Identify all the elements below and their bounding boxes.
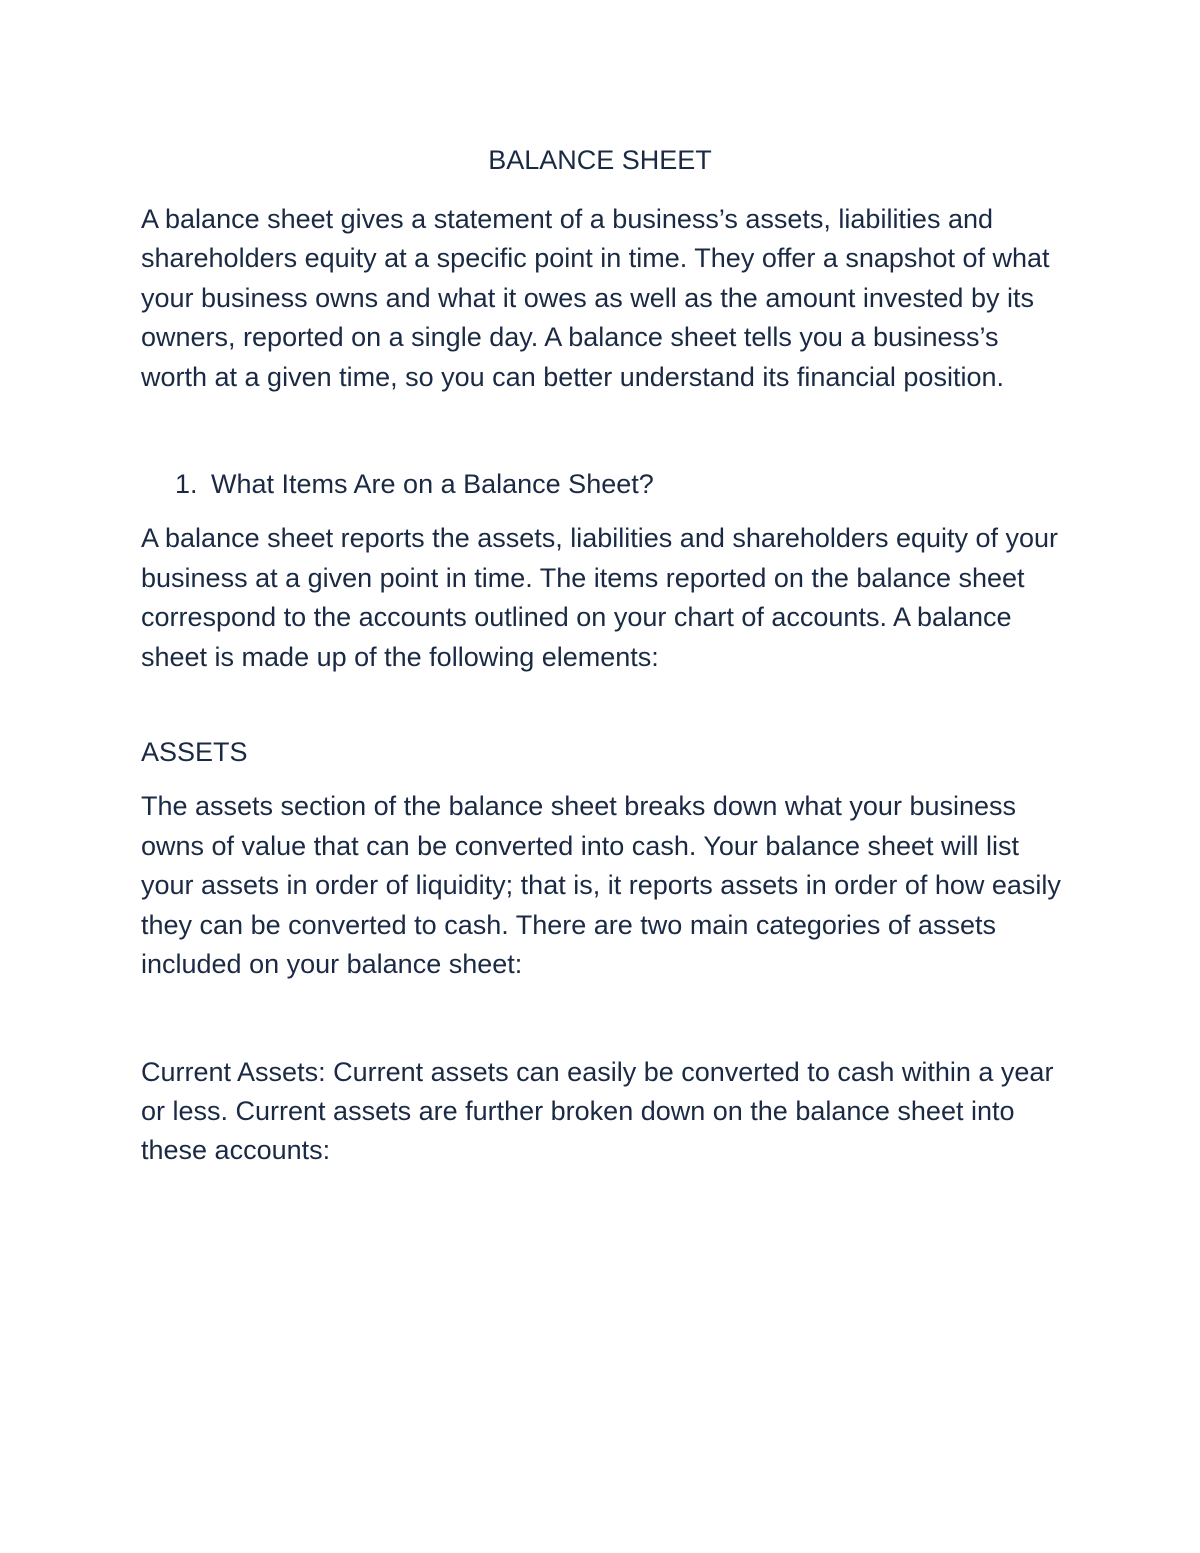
section-1-heading-text: What Items Are on a Balance Sheet? bbox=[211, 469, 654, 500]
spacer bbox=[141, 504, 1061, 519]
current-assets-paragraph: Current Assets: Current assets can easily be converted to cash within a year or less. Current assets are further broken down on the balance sheet into these accounts: bbox=[141, 1056, 1054, 1166]
spacer bbox=[141, 985, 1061, 1053]
spacer bbox=[141, 677, 1061, 733]
assets-heading: ASSETS bbox=[141, 737, 248, 768]
section-1-number: 1. bbox=[175, 469, 198, 500]
section-1-heading bbox=[141, 465, 1061, 504]
spacer bbox=[141, 397, 1061, 465]
assets-paragraph: The assets section of the balance sheet breaks down what your business owns of value that can be converted into cash. Your balance sheet will list your assets in order of liquidity; that is, it reports assets in order of how easily they can be converted to cash. There are two main categories of assets included on your balance sheet: bbox=[141, 791, 1061, 980]
document-title: BALANCE SHEET bbox=[488, 145, 712, 175]
intro-paragraph: A balance sheet gives a statement of a business’s assets, liabilities and shareholders equity at a specific point in time. They offer a snapshot of what your business owns and what it owes as well as the amount invested by its owners, reported on a single day. A balance sheet tells you a business’s worth at a given time, so you can better understand its financial position. bbox=[141, 204, 1050, 392]
section-1-paragraph: A balance sheet reports the assets, liabilities and shareholders equity of your business at a given point in time. The items reported on the balance sheet correspond to the accounts outlined on your chart of accounts. A balance sheet is made up of the following elements: bbox=[141, 523, 1059, 672]
spacer bbox=[141, 772, 1061, 787]
document-content bbox=[141, 138, 1061, 1171]
